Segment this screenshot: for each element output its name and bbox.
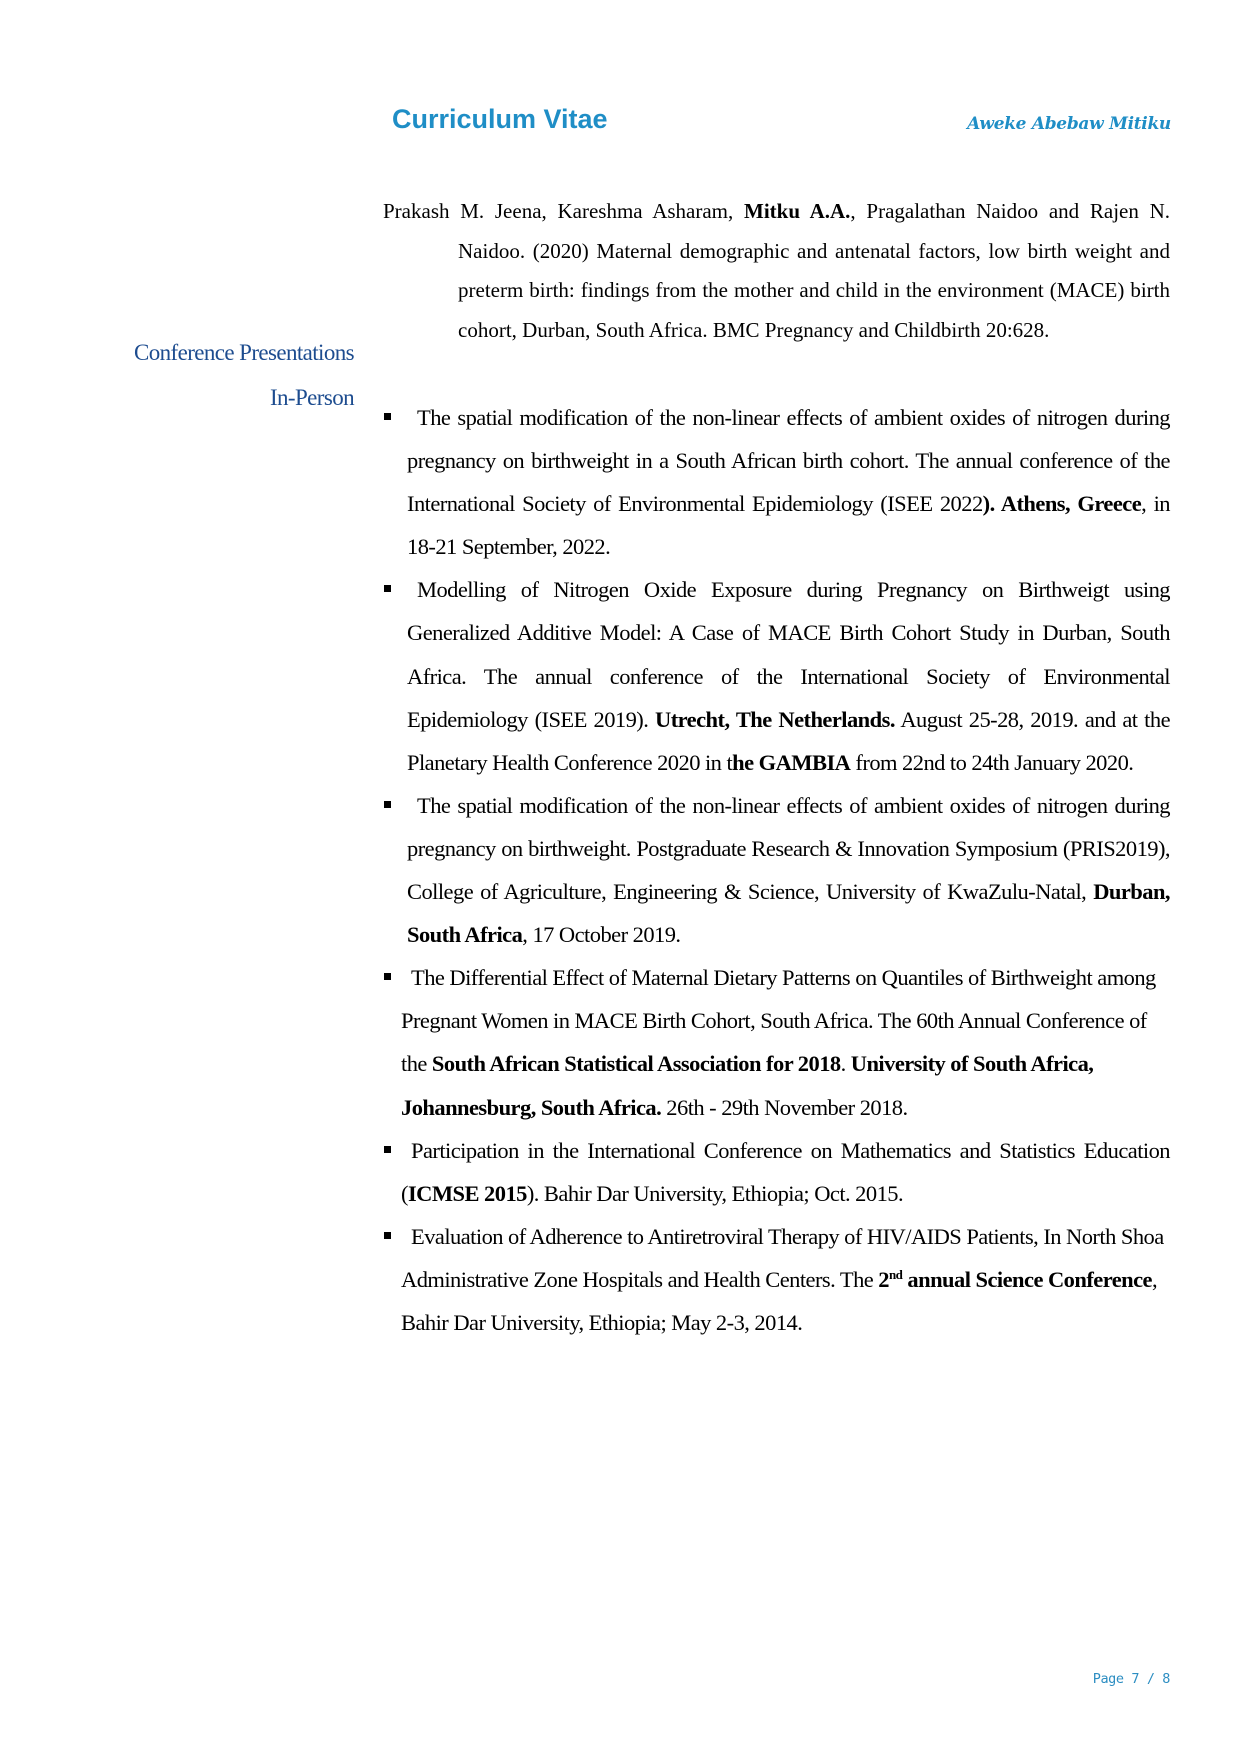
publication-author-highlight: Mitku A.A. <box>744 199 851 223</box>
presentation-date: from 22nd to 24th January 2020. <box>850 749 1134 775</box>
presentation-ordinal: 2 <box>878 1266 889 1292</box>
presentation-item <box>383 956 1170 1128</box>
presentation-item <box>383 1129 1170 1215</box>
presentation-location: Utrecht, The Netherlands. <box>655 706 895 732</box>
presentation-location: he GAMBIA <box>732 749 851 775</box>
presentation-location: ). Athens, Greece <box>982 491 1142 517</box>
presentation-date: , Bahir Dar University, Ethiopia; May 2-3, 2014. <box>401 1266 1158 1335</box>
square-bullet-icon <box>384 1146 391 1153</box>
publication-authors-pre: Prakash M. Jeena, Kareshma Asharam, <box>383 199 744 223</box>
presentation-item <box>383 396 1170 568</box>
document-title: Curriculum Vitae <box>392 104 608 134</box>
presentation-item <box>383 784 1170 956</box>
presentation-list <box>383 396 1170 1344</box>
square-bullet-icon <box>384 801 391 808</box>
presentation-date: ). Bahir Dar University, Ethiopia; Oct. 2015. <box>526 1180 904 1206</box>
presentation-organization: South African Statistical Association for 2018 <box>431 1051 841 1077</box>
presentation-location: University of South Africa, Johannesburg, South Africa. <box>401 1051 1094 1120</box>
square-bullet-icon <box>384 973 391 980</box>
presentation-text: The spatial modification of the non-linear effects of ambient oxides of nitrogen during pregnancy on birthweight in a South African birth cohort. The annual conference of the International Society of Environmental Epidemiology (ISEE 2022 <box>407 405 1170 517</box>
presentation-text: . <box>840 1051 851 1077</box>
presentation-item <box>383 1215 1170 1344</box>
presentation-text: Participation in the International Conference on Mathematics and Statistics Education ( <box>401 1137 1170 1206</box>
square-bullet-icon <box>384 1232 391 1239</box>
ordinal-suffix: nd <box>888 1266 903 1282</box>
square-bullet-icon <box>384 413 391 420</box>
presentation-date: , in 18-21 September, 2022. <box>407 491 1170 560</box>
square-bullet-icon <box>384 585 391 592</box>
presentation-text: Modelling of Nitrogen Oxide Exposure during Pregnancy on Birthweigt using Generalized Additive Model: A Case of MACE Birth Cohort Study in Durban, South Africa. The annual conference of the International Society of Environmental Epidemiology (ISEE 2019). <box>407 577 1170 732</box>
subsection-label-in-person: In-Person <box>269 385 354 410</box>
publication-citation: , Pragalathan Naidoo and Rajen N. Naidoo. (2020) Maternal demographic and antenatal factors, low birth weight and preterm birth: findings from the mother and child in the environment (MACE) birth cohort, Durban, South Africa. BMC Pregnancy and Childbirth 20:628. <box>458 199 1171 342</box>
presentation-text: The Differential Effect of Maternal Dietary Patterns on Quantiles of Birthweight among Pregnant Women in MACE Birth Cohort, South Africa. The 60th Annual Conference of the <box>401 965 1156 1077</box>
presentation-location: Durban, South Africa <box>407 879 1170 948</box>
presentation-text: The spatial modification of the non-linear effects of ambient oxides of nitrogen during pregnancy on birthweight. Postgraduate Research & Innovation Symposium (PRIS2019), College of Agriculture, Engineering & Science, University of KwaZulu-Natal, <box>407 792 1170 905</box>
presentation-date: 26th - 29th November 2018. <box>661 1094 908 1120</box>
presentation-date: , 17 October 2019. <box>522 922 681 948</box>
presentation-conference-acronym: ICMSE 2015 <box>407 1180 527 1206</box>
presentation-conference-name: annual Science Conference <box>902 1266 1152 1292</box>
page-number: Page 7 / 8 <box>1092 1671 1170 1687</box>
presentation-text: August 25-28, 2019. and at the Planetary Health Conference 2020 in t <box>407 706 1171 775</box>
section-label-conference-presentations: Conference Presentations <box>134 340 354 365</box>
presentation-text: Evaluation of Adherence to Antiretroviral Therapy of HIV/AIDS Patients, In North Shoa Administrative Zone Hospitals and Health Centers. The <box>401 1223 1164 1292</box>
author-name: Aweke Abebaw Mitiku <box>967 114 1171 134</box>
presentation-item <box>383 568 1170 783</box>
publication-entry <box>383 192 1170 350</box>
